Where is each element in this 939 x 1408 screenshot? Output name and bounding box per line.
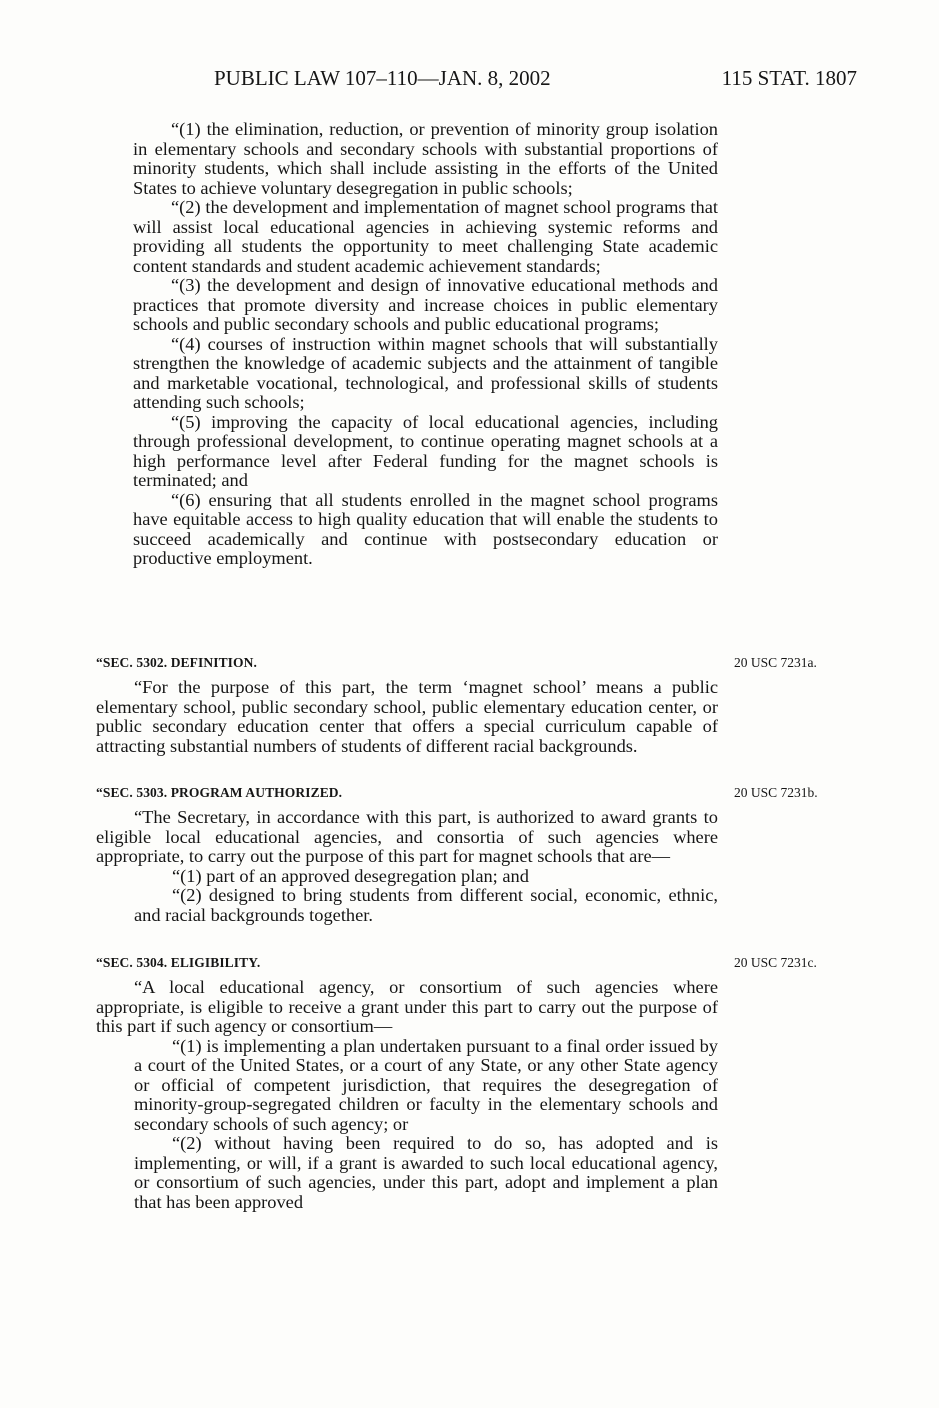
purpose-item-3: “(3) the development and design of innovative educational methods and practices that promote diversity and increase choices in public elementary schools and public secondary schools and public educational programs;: [133, 275, 718, 334]
program-item-2: “(2) designed to bring students from different social, economic, ethnic, and racial backgrounds together.: [134, 885, 718, 925]
section-5302-heading-row: [96, 655, 844, 675]
running-head-title: PUBLIC LAW 107–110—JAN. 8, 2002: [214, 66, 551, 90]
purpose-item-5: “(5) improving the capacity of local educational agencies, including through professional development, to continue operating magnet schools at a high performance level after Federal funding for the magnet schools is terminated; and: [133, 411, 718, 490]
page-header: [0, 66, 939, 92]
program-paragraph: “The Secretary, in accordance with this part, is authorized to award grants to eligible local educational agencies, and consortia of such agencies where appropriate, to carry out the purpose of this part for magnet schools that are—: [96, 807, 718, 866]
purpose-item-6: “(6) ensuring that all students enrolled in the magnet school programs have equitable access to high quality education that will enable the students to succeed academically and continue with postsecondary education or productive employment.: [133, 489, 718, 568]
section-5302-body: [96, 678, 718, 756]
definition-paragraph: “For the purpose of this part, the term ‘magnet school’ means a public elementary school, public secondary school, public elementary education center, or public secondary education center that offers a special curriculum capable of attracting substantial numbers of students of different racial backgrounds.: [96, 677, 718, 756]
section-5304-body: [96, 978, 718, 1212]
section-heading: “SEC. 5304. ELIGIBILITY.: [96, 955, 261, 970]
section-heading: “SEC. 5303. PROGRAM AUTHORIZED.: [96, 785, 343, 800]
section-5303-heading-row: [96, 785, 844, 805]
purpose-item-1: “(1) the elimination, reduction, or prevention of minority group isolation in elementary schools and secondary schools with substantial proportions of minority students, which shall include assisting in the efforts of the United States to achieve voluntary desegregation in public schools;: [133, 119, 718, 198]
section-heading: “SEC. 5302. DEFINITION.: [96, 655, 257, 670]
eligibility-item-1: “(1) is implementing a plan undertaken pursuant to a final order issued by a court of the United States, or a court of any State, or any other State agency or official of competent jurisdiction, that requires the desegregation of minority-group-segregated children or faculty in the elementary schools and secondary schools of such agency; or: [134, 1035, 718, 1134]
section-5304-heading-row: [96, 955, 844, 975]
purpose-item-4: “(4) courses of instruction within magnet schools that will substantially strengthen the knowledge of academic subjects and the attainment of tangible and marketable vocational, technological, and professional skills of students attending such schools;: [133, 333, 718, 412]
eligibility-paragraph: “A local educational agency, or consortium of such agencies where appropriate, is eligible to receive a grant under this part to carry out the purpose of this part if such agency or consortium—: [96, 977, 718, 1036]
purposes-list: [133, 120, 718, 569]
usc-citation-note: 20 USC 7231a.: [734, 655, 817, 670]
eligibility-item-2: “(2) without having been required to do so, has adopted and is implementing, or will, if a grant is awarded to such local educational agency, or consortium of such agencies, under this part, adopt and implement a plan that has been approved: [134, 1133, 718, 1212]
purpose-item-2: “(2) the development and implementation of magnet school programs that will assist local educational agencies in achieving systemic reforms and providing all students the opportunity to meet challenging State academic content standards and student academic achievement standards;: [133, 197, 718, 276]
section-5303-body: [96, 808, 718, 925]
usc-citation-note: 20 USC 7231c.: [734, 955, 817, 970]
program-item-1: “(1) part of an approved desegregation plan; and: [172, 865, 529, 886]
statute-page-number: 115 STAT. 1807: [721, 66, 857, 90]
usc-citation-note: 20 USC 7231b.: [734, 785, 818, 800]
